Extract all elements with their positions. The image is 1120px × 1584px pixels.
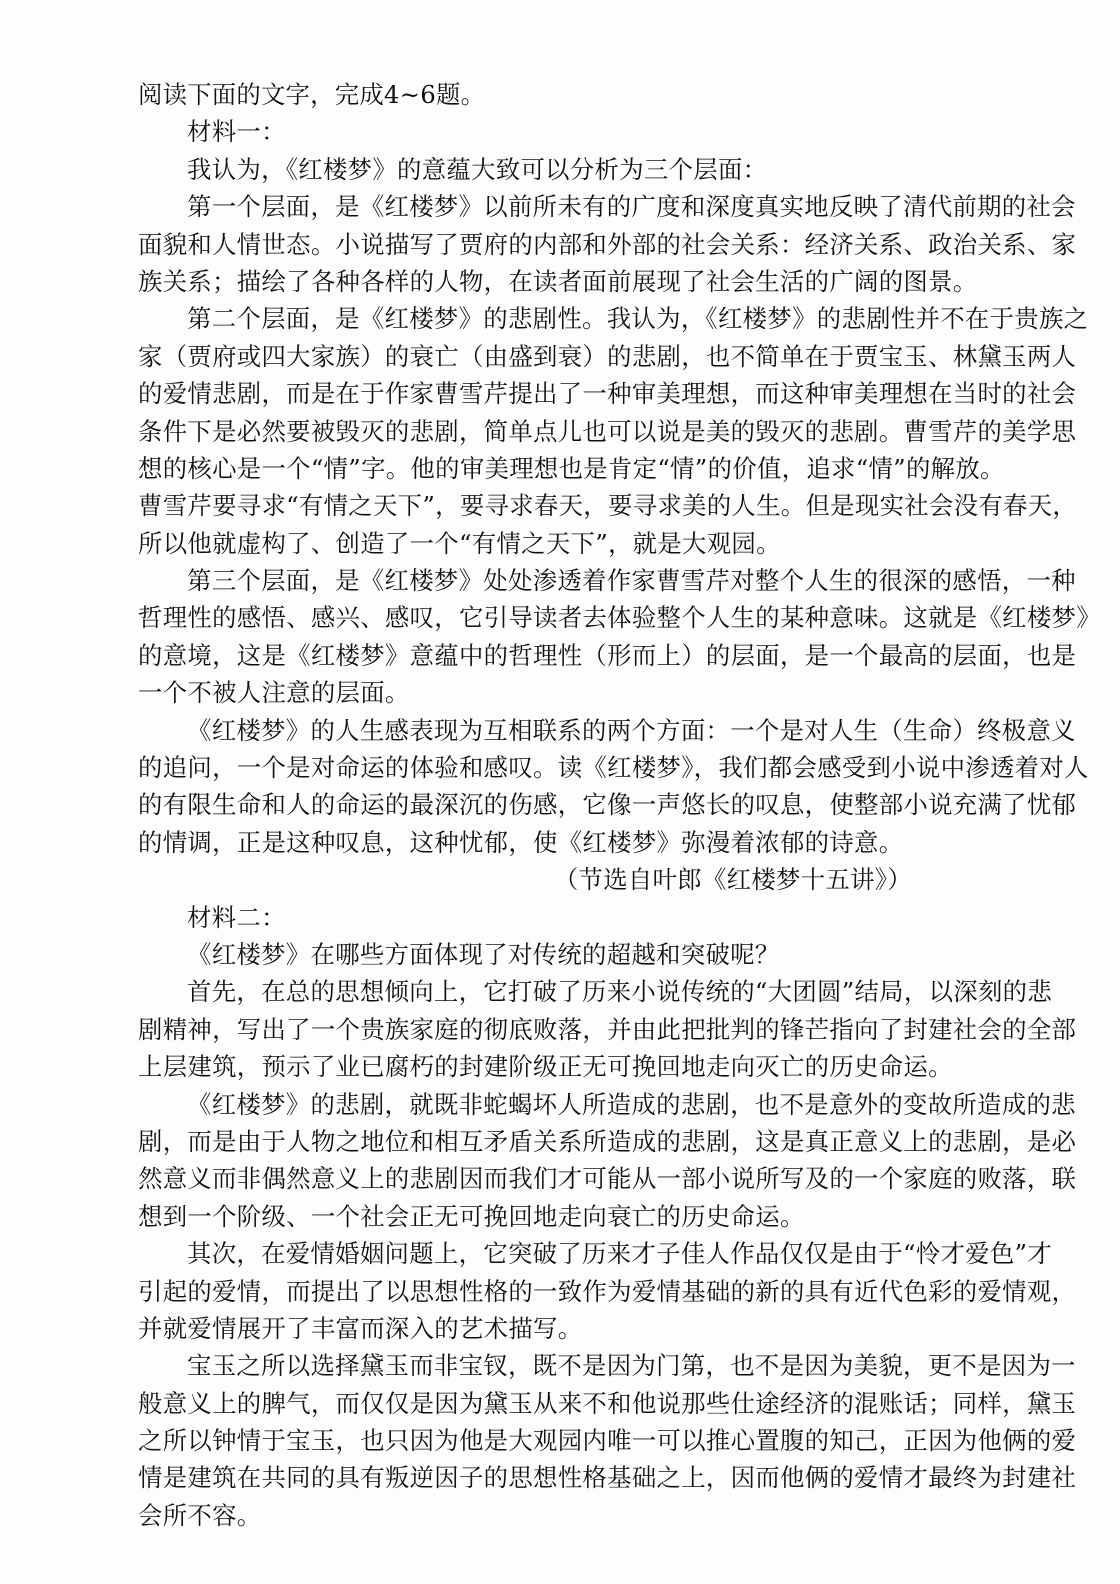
text-line: 并就爱情展开了丰富而深入的艺术描写。 — [138, 1313, 583, 1343]
material-two — [138, 899, 1077, 1535]
text-line: 第二个层面，是《红楼梦》的悲剧性。我认为，《红楼梦》的悲剧性并不在于贵族之 — [187, 304, 1089, 334]
text-line: 引起的爱情，而提出了以思想性格的一致作为爱情基础的新的具有近代色彩的爱情观， — [138, 1276, 1077, 1306]
text-line: 宝玉之所以选择黛玉而非宝钗，既不是因为门第，也不是因为美貌，更不是因为一 — [187, 1351, 1076, 1381]
text-line: 首先，在总的思想倾向上，它打破了历来小说传统的“大团圆”结局，以深刻的悲 — [187, 977, 1053, 1007]
text-line: 《红楼梦》的悲剧，就既非蛇蝎坏人所造成的悲剧，也不是意外的变故所造成的悲 — [187, 1089, 1076, 1119]
question-instruction: 阅读下面的文字，完成4~6题。 — [138, 80, 486, 109]
text-line: 的意境，这是《红楼梦》意蕴中的哲理性（形而上）的层面，是一个最高的层面，也是 — [138, 640, 1077, 670]
text-line: 剧，而是由于人物之地位和相互矛盾关系所造成的悲剧，这是真正意义上的悲剧，是必 — [138, 1126, 1077, 1156]
text-line: 哲理性的感悟、感兴、感叹，它引导读者去体验整个人生的某种意味。这就是《红楼梦》 — [138, 603, 1101, 633]
text-line: 的情调，正是这种叹息，这种忧郁，使《红楼梦》弥漫着浓郁的诗意。 — [138, 827, 904, 857]
material-one — [138, 113, 1101, 861]
source-citation: （节选自叶郎《红楼梦十五讲》） — [553, 865, 912, 895]
text-line: 曹雪芹要寻求“有情之天下”，要寻求春天，要寻求美的人生。但是现实社会没有春天， — [138, 491, 1078, 521]
text-line: 所以他就虚构了、创造了一个“有情之天下”，就是大观园。 — [138, 528, 781, 558]
text-line: 面貌和人情世态。小说描写了贾府的内部和外部的社会关系：经济关系、政治关系、家 — [138, 229, 1077, 259]
text-line: 上层建筑，预示了业已腐朽的封建阶级正无可挽回地走向灭亡的历史命运。 — [138, 1052, 953, 1082]
text-line: 想的核心是一个“情”字。他的审美理想也是肯定“情”的价值，追求“情”的解放。 — [138, 453, 1005, 483]
text-line: 之所以钟情于宝玉，也只因为他是大观园内唯一可以推心置腹的知己，正因为他俩的爱 — [138, 1426, 1077, 1456]
text-line: 然意义而非偶然意义上的悲剧因而我们才可能从一部小说所写及的一个家庭的败落，联 — [138, 1164, 1077, 1194]
text-line: 第一个层面，是《红楼梦》以前所未有的广度和深度真实地反映了清代前期的社会 — [187, 192, 1076, 222]
text-line: 会所不容。 — [138, 1500, 262, 1530]
text-line: 的爱情悲剧，而是在于作家曹雪芹提出了一种审美理想，而这种审美理想在当时的社会 — [138, 379, 1077, 409]
text-line: 情是建筑在共同的具有叛逆因子的思想性格基础之上，因而他俩的爱情才最终为封建社 — [138, 1463, 1077, 1493]
text-line: 我认为，《红楼梦》的意蕴大致可以分析为三个层面： — [187, 154, 768, 184]
text-line: 其次，在爱情婚姻问题上，它突破了历来才子佳人作品仅仅是由于“怜才爱色”才 — [187, 1239, 1053, 1269]
text-line: 一个不被人注意的层面。 — [138, 678, 410, 708]
text-line: 第三个层面，是《红楼梦》处处渗透着作家曹雪芹对整个人生的很深的感悟，一种 — [187, 566, 1076, 596]
text-line: 族关系；描绘了各种各样的人物，在读者面前展现了社会生活的广阔的图景。 — [138, 266, 978, 296]
text-line: 条件下是必然要被毁灭的悲剧，简单点儿也可以说是美的毁灭的悲剧。曹雪芹的美学思 — [138, 416, 1077, 446]
text-line: 《红楼梦》的人生感表现为互相联系的两个方面：一个是对人生（生命）终极意义 — [187, 715, 1076, 745]
text-line: 材料一： — [187, 117, 286, 147]
text-line: 想到一个阶级、一个社会正无可挽回地走向衰亡的历史命运。 — [138, 1201, 805, 1231]
document-body — [138, 76, 1101, 1534]
text-line: 剧精神，写出了一个贵族家庭的彻底败落，并由此把批判的锋芒指向了封建社会的全部 — [138, 1014, 1077, 1044]
text-line: 般意义上的脾气，而仅仅是因为黛玉从来不和他说那些仕途经济的混账话；同样，黛玉 — [138, 1388, 1077, 1418]
text-line: 家（贾府或四大家族）的衰亡（由盛到衰）的悲剧，也不简单在于贾宝玉、林黛玉两人 — [138, 341, 1077, 371]
text-line: 材料二： — [187, 902, 286, 932]
text-line: 《红楼梦》在哪些方面体现了对传统的超越和突破呢？ — [187, 939, 780, 969]
text-line: 的追问，一个是对命运的体验和感叹。读《红楼梦》，我们都会感受到小说中渗透着对人 — [138, 753, 1089, 783]
text-line: 的有限生命和人的命运的最深沉的伤感，它像一声悠长的叹息，使整部小说充满了忧郁 — [138, 790, 1077, 820]
